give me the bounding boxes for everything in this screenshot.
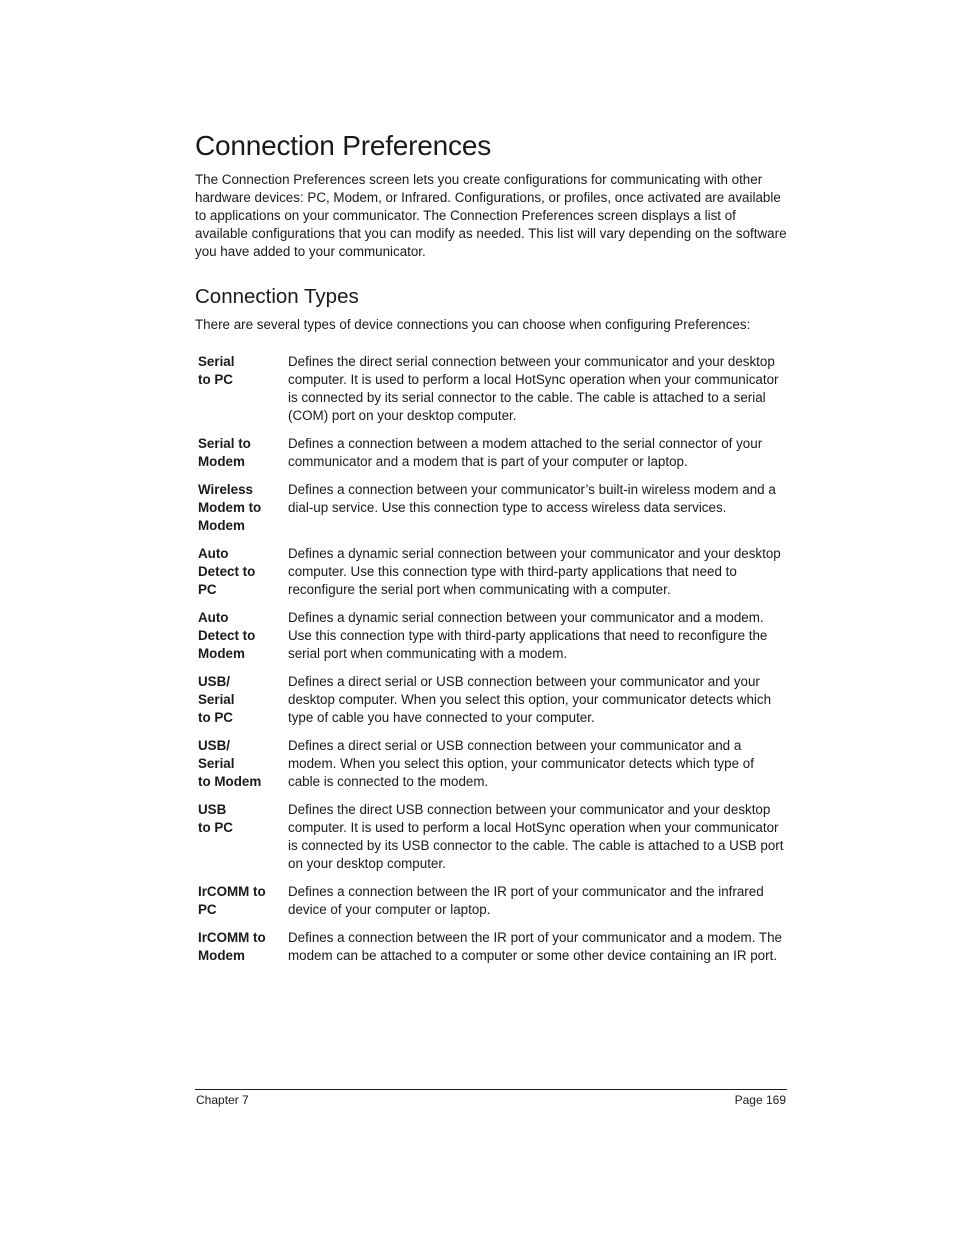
term-line: USB — [198, 802, 227, 817]
footer-divider — [195, 1089, 787, 1090]
term-line: PC — [198, 582, 217, 597]
connection-type-definition: Defines a connection between the IR port of your communicator and the infrared device of your computer or laptop. — [288, 884, 764, 917]
connection-type-term — [198, 353, 288, 425]
term-line: to Modem — [198, 774, 262, 789]
term-line: to PC — [198, 710, 233, 725]
connection-type-term — [198, 435, 288, 471]
connection-type-term — [198, 673, 288, 727]
connection-type-definition: Defines a connection between your communicator’s built-in wireless modem and a dial-up service. Use this connection type to access wireless data services. — [288, 482, 776, 515]
term-line: Serial — [198, 692, 235, 707]
term-line: Modem — [198, 518, 245, 533]
connection-type-row — [198, 545, 784, 599]
term-line: Detect to — [198, 628, 256, 643]
connection-type-row — [198, 353, 784, 425]
term-line: USB/ — [198, 674, 230, 689]
connection-type-row — [198, 609, 784, 663]
term-line: Serial — [198, 354, 235, 369]
connection-type-row — [198, 435, 784, 471]
term-line: to PC — [198, 372, 233, 387]
page-title: Connection Preferences — [195, 130, 491, 161]
connection-type-definition: Defines a dynamic serial connection between your communicator and your desktop computer. Use this connection type with third-party applications that need to reconfigure the serial port when communicating with a computer. — [288, 546, 781, 597]
intro-paragraph: The Connection Preferences screen lets you create configurations for communicating with other hardware devices: PC, Modem, or Infrared. Configurations, or profiles, once activated are available to applications on your communicator. The Connection Preferences screen displays a list of available configurations that you can modify as needed. This list will vary depending on the software you have added to your communicator. — [195, 172, 787, 259]
connection-type-definition: Defines a direct serial or USB connection between your communicator and a modem. When you select this option, your communicator detects which type of cable is connected to the modem. — [288, 738, 754, 789]
connection-type-definition: Defines a direct serial or USB connection between your communicator and your desktop computer. When you select this option, your communicator detects which type of cable you have connected to your computer. — [288, 674, 772, 725]
connection-types-list — [198, 353, 784, 975]
connection-type-definition: Defines a connection between a modem attached to the serial connector of your communicator and a modem that is part of your computer or laptop. — [288, 436, 763, 469]
footer-page-number: Page 169 — [734, 1093, 786, 1107]
term-line: USB/ — [198, 738, 230, 753]
term-line: Modem to — [198, 500, 262, 515]
connection-type-row — [198, 929, 784, 965]
section-lead-paragraph: There are several types of device connections you can choose when configuring Preferences: — [195, 317, 751, 332]
connection-type-row — [198, 673, 784, 727]
term-line: Detect to — [198, 564, 256, 579]
connection-type-term — [198, 481, 288, 535]
connection-type-term — [198, 883, 288, 919]
connection-type-row — [198, 801, 784, 873]
connection-type-term — [198, 545, 288, 599]
term-line: Serial to — [198, 436, 251, 451]
connection-type-definition: Defines the direct serial connection between your communicator and your desktop computer. It is used to perform a local HotSync operation when your communicator is connected by its serial connector to the cable. The cable is attached to a serial (COM) port on your desktop computer. — [288, 354, 779, 423]
connection-type-row — [198, 737, 784, 791]
term-line: to PC — [198, 820, 233, 835]
term-line: Auto — [198, 610, 229, 625]
connection-type-term — [198, 801, 288, 873]
footer-chapter: Chapter 7 — [196, 1093, 249, 1107]
term-line: Serial — [198, 756, 235, 771]
connection-type-term — [198, 929, 288, 965]
term-line: Wireless — [198, 482, 253, 497]
connection-type-definition: Defines the direct USB connection between your communicator and your desktop computer. It is used to perform a local HotSync operation when your communicator is connected by its USB connector to the cable. The cable is attached to a USB port on your desktop computer. — [288, 802, 784, 871]
term-line: Modem — [198, 454, 245, 469]
term-line: Auto — [198, 546, 229, 561]
connection-type-term — [198, 737, 288, 791]
term-line: IrCOMM to — [198, 884, 266, 899]
connection-type-row — [198, 481, 784, 535]
connection-type-term — [198, 609, 288, 663]
term-line: Modem — [198, 948, 245, 963]
connection-type-row — [198, 883, 784, 919]
connection-type-definition: Defines a connection between the IR port of your communicator and a modem. The modem can be attached to a computer or some other device containing an IR port. — [288, 930, 782, 963]
term-line: Modem — [198, 646, 245, 661]
section-heading: Connection Types — [195, 285, 359, 308]
term-line: PC — [198, 902, 217, 917]
connection-type-definition: Defines a dynamic serial connection between your communicator and a modem. Use this connection type with third-party applications that need to reconfigure the serial port when communicating with a modem. — [288, 610, 768, 661]
term-line: IrCOMM to — [198, 930, 266, 945]
